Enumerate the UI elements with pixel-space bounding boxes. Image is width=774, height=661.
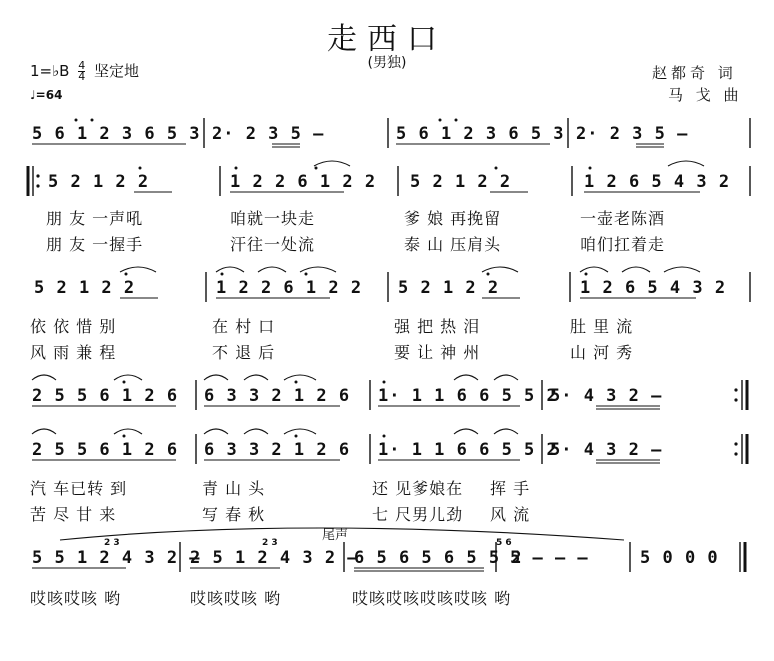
row4-measure3: 1· 1 1 6 6 5 5 2 [378,386,558,406]
coda-label: 尾声 [322,528,349,543]
row2-lyric2-m2: 汗往一处流 [230,235,316,254]
row5-lyric2-m1: 苦 尽 甘 来 [30,505,117,524]
row2-measure4: 1 2 6 5 4 3 2 [584,172,731,192]
song-subtitle: (男独) [367,55,407,71]
row5-lyric1-m3: 还 见爹娘在 [372,479,464,498]
row5-measure3: 1· 1 1 6 6 5 5 2 [378,440,558,460]
row6-measure1: 5 5 1 2 4 3 2 – [32,548,201,568]
row2-lyric2-m1: 朋 友 一握手 [46,235,144,254]
grace-notes-1: 2 3 [104,538,120,548]
octave-dots [75,119,592,438]
row5-lyric2-m4: 风 流 [490,505,531,524]
row4-measure1: 2 5 5 6 1 2 6 [32,386,179,406]
row5-lyric1-m1: 汽 车已转 到 [30,479,128,498]
row6-measure5: 5 0 0 0 [640,548,719,568]
barlines [28,118,750,572]
row3-lyric1-m1: 依 依 惜 别 [30,317,117,336]
row5-lyric2-m2: 写 春 秋 [202,505,266,524]
row6-lyric-m1: 哎咳哎咳 哟 [30,589,122,608]
row2-lyric1-m4: 一壶老陈酒 [580,209,666,228]
row3-lyric1-m3: 强 把 热 泪 [394,317,481,336]
row5-measure2: 6 3 3 2 1 2 6 [204,440,351,460]
row6-lyric-m3: 哎咳哎咳哎咳哎咳 哟 [352,589,512,608]
row2-measure3: 5 2 1 2 2 [410,172,512,192]
row1-measure2: 2· 2 3 5 – [212,124,325,144]
row5-lyric1-m4: 挥 手 [490,479,531,498]
row4-measure2: 6 3 3 2 1 2 6 [204,386,351,406]
row3-measure4: 1 2 6 5 4 3 2 [580,278,727,298]
row2-measure1: 5 2 1 2 2 [48,172,150,192]
row3-lyric2-m4: 山 河 秀 [570,343,634,362]
expression-mark: 坚定地 [94,62,140,80]
grace-notes-3: 5 6 [496,538,512,548]
row4-measure4: 5· 4 3 2 – [550,386,663,406]
row5-measure4: 5· 4 3 2 – [550,440,663,460]
row3-lyric1-m2: 在 村 口 [212,317,276,336]
row6-measure3: 6 5 6 5 6 5 5 2 [354,548,523,568]
row1-measure1: 5 6 1 2 3 6 5 3 [32,124,201,144]
row3-lyric2-m3: 要 让 神 州 [394,343,481,362]
row6-measure4: 5 – – – [510,548,589,568]
row1-measure4: 2· 2 3 5 – [576,124,689,144]
row2-lyric2-m3: 泰 山 压肩头 [404,235,502,254]
tempo-mark: ♩=64 [30,88,63,102]
repeat-dots [36,174,737,455]
row3-measure3: 5 2 1 2 2 [398,278,500,298]
composer-credit: 马 戈 曲 [668,86,743,104]
row3-lyric2-m1: 风 雨 兼 程 [30,343,117,362]
row5-lyric1-m2: 青 山 头 [202,479,266,498]
row2-measure2: 1 2 2 6 1 2 2 [230,172,377,192]
song-title: 走西口 [327,22,447,57]
time-numerator: 4 [78,59,86,72]
row2-lyric2-m4: 咱们扛着走 [580,235,666,254]
row1-measure3: 5 6 1 2 3 6 5 3 [396,124,565,144]
row6-measure2: 2 5 1 2 4 3 2 – [190,548,359,568]
underlines-and-slurs [32,144,704,571]
lyricist-credit: 赵都奇 词 [652,64,737,82]
row2-lyric1-m2: 咱就一块走 [230,209,316,228]
row3-lyric2-m2: 不 退 后 [212,343,276,362]
time-denominator: 4 [78,70,86,83]
row2-lyric1-m3: 爹 娘 再挽留 [404,209,502,228]
row5-lyric2-m3: 七 尺男儿劲 [372,505,464,524]
row3-measure1: 5 2 1 2 2 [34,278,136,298]
row3-lyric1-m4: 肚 里 流 [570,317,634,336]
row3-measure2: 1 2 2 6 1 2 2 [216,278,363,298]
row2-lyric1-m1: 朋 友 一声吼 [46,209,144,228]
row6-lyric-m2: 哎咳哎咳 哟 [190,589,282,608]
grace-notes-2: 2 3 [262,538,278,548]
row5-measure1: 2 5 5 6 1 2 6 [32,440,179,460]
key-label: 1=♭B [30,62,70,80]
